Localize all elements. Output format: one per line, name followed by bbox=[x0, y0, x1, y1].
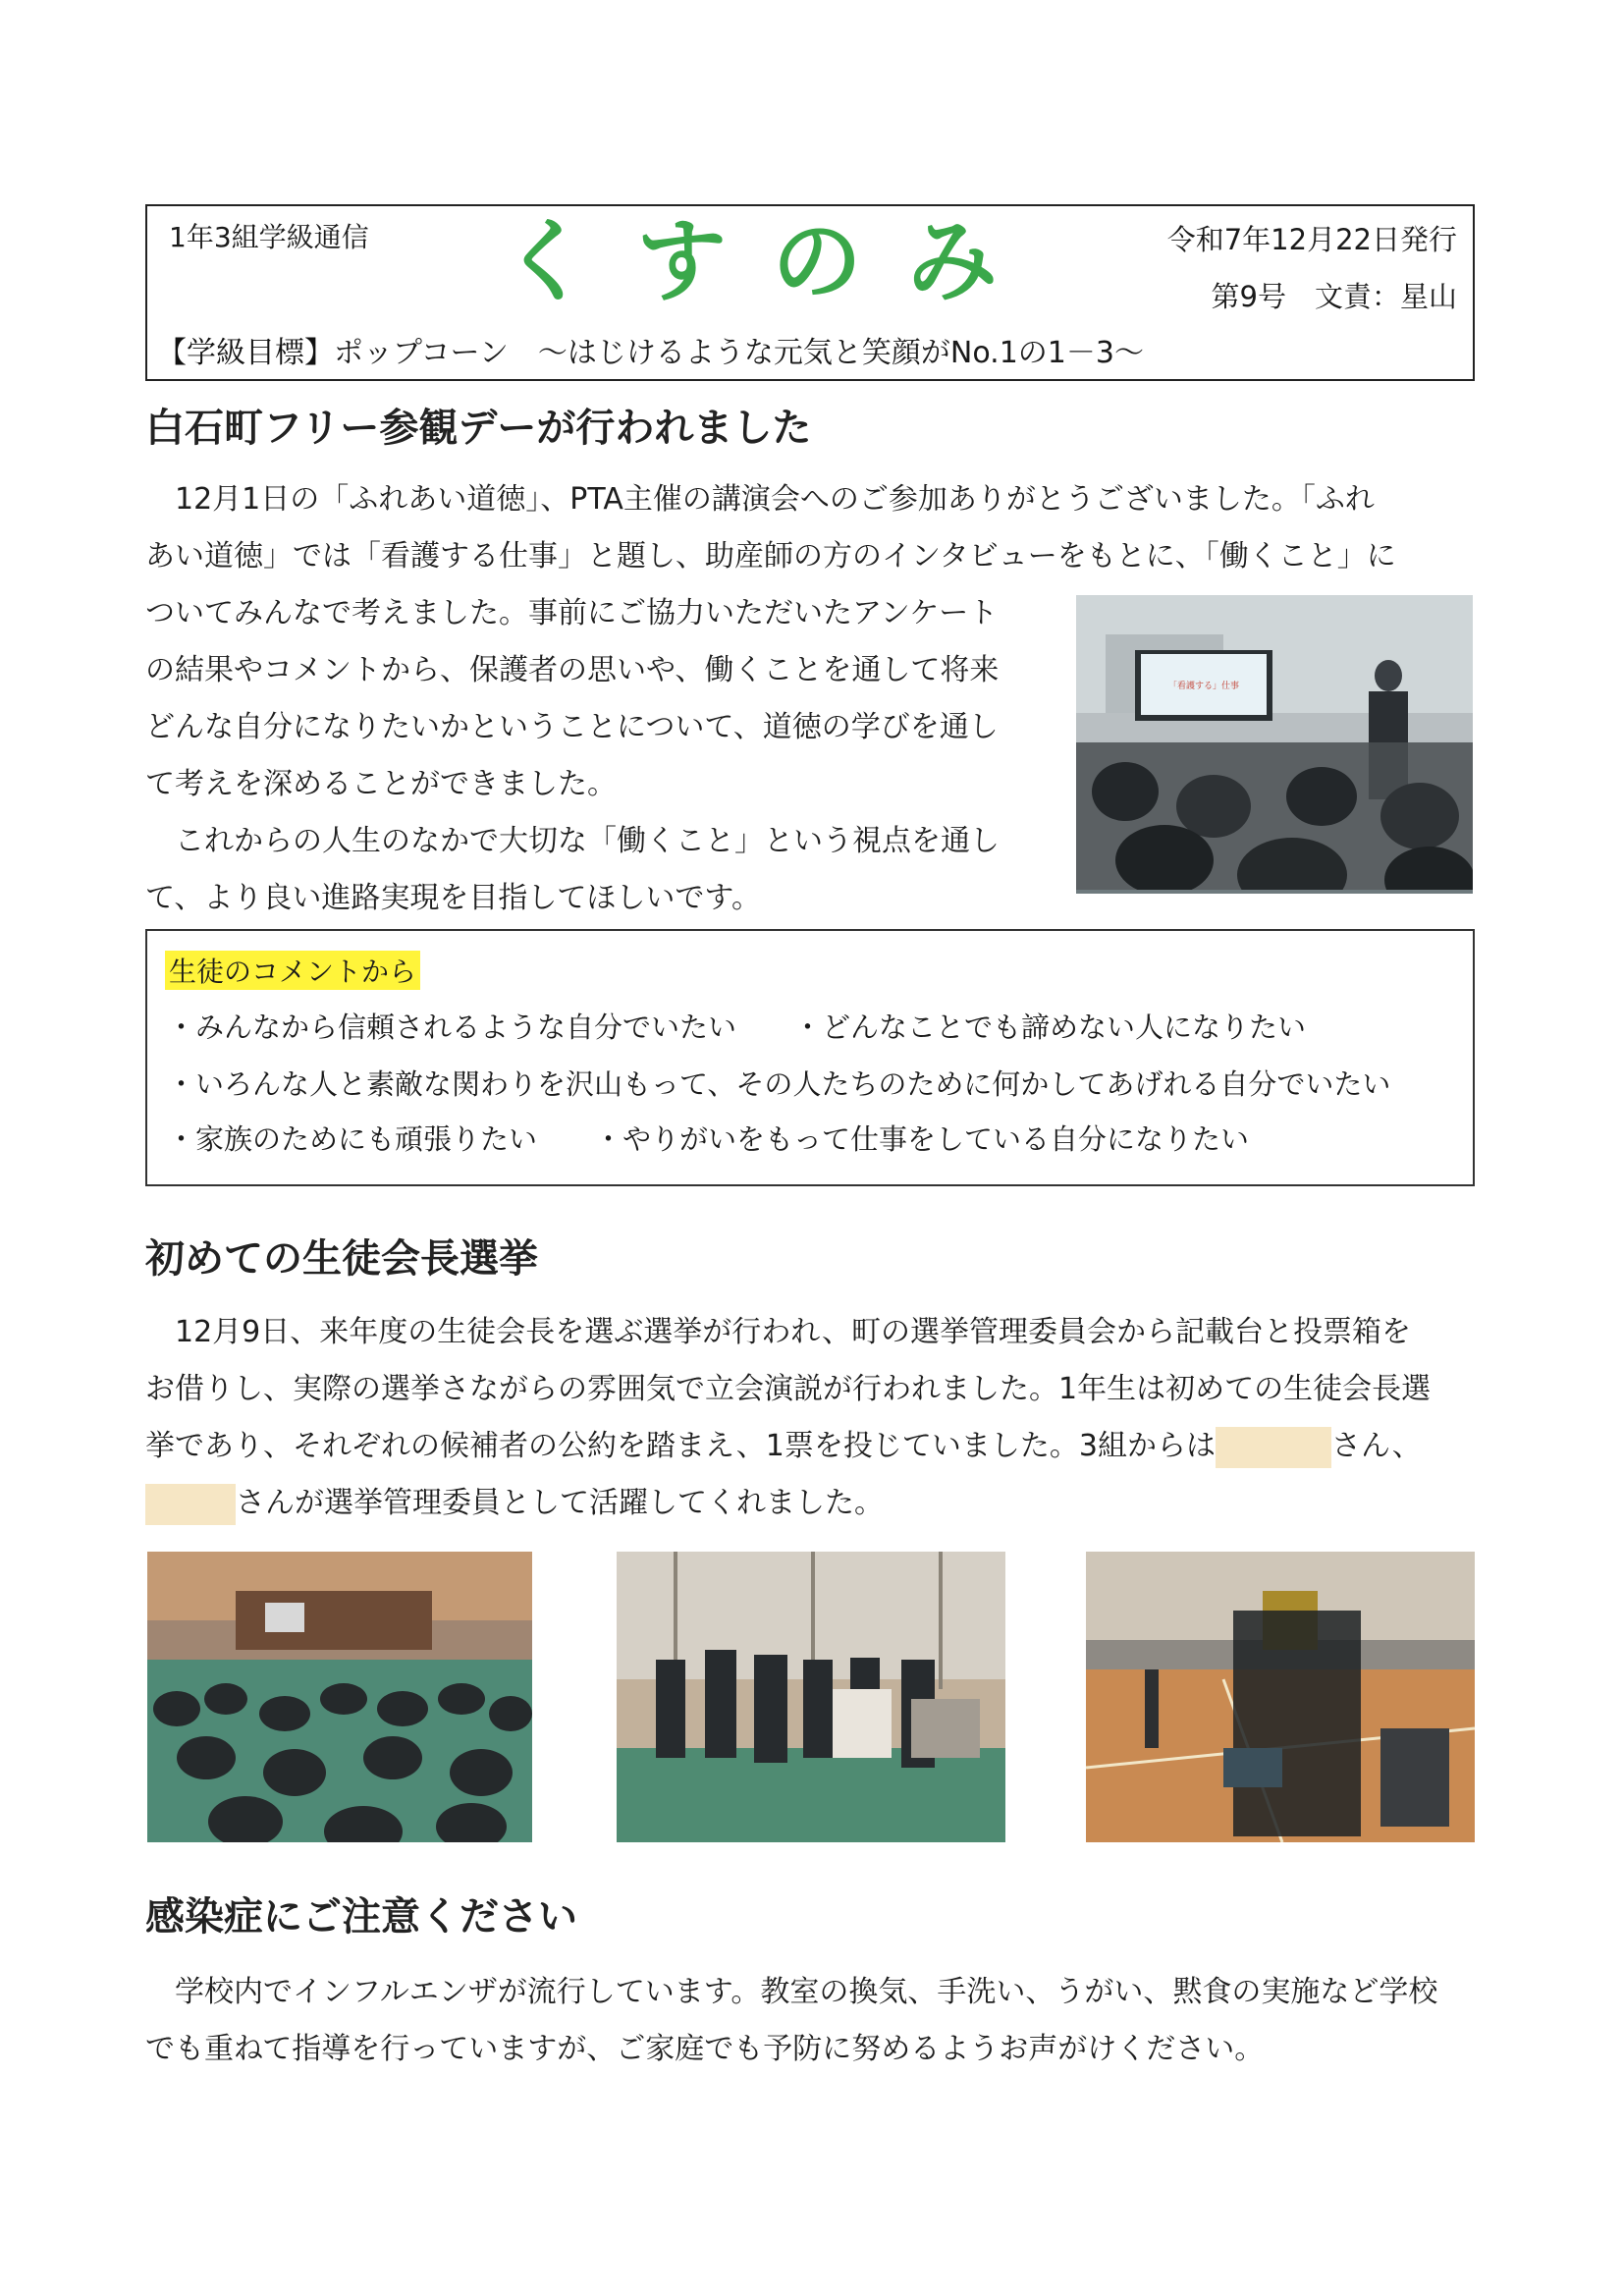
section2-line: 12月9日、来年度の生徒会長を選ぶ選挙が行われ、町の選挙管理委員会から記載台と投票箱を bbox=[145, 1315, 1412, 1349]
section1-line: これからの人生のなかで大切な「働くこと」という視点を通し bbox=[145, 824, 1000, 858]
election-photo-ballot bbox=[1086, 1552, 1475, 1842]
section1-line: て考えを深めることができました。 bbox=[145, 767, 617, 801]
issue-date: 令和7年12月22日発行 bbox=[1166, 223, 1457, 256]
section-heading-infection: 感染症にご注意ください bbox=[145, 1894, 577, 1940]
section1-line: ついてみんなで考えました。事前にご協力いただいたアンケート bbox=[145, 596, 999, 630]
section2-line: お借りし、実際の選挙さながらの雰囲気で立会演説が行われました。1年生は初めての生徒会長選 bbox=[145, 1372, 1432, 1406]
section2-body bbox=[145, 1304, 1431, 1532]
classroom-photo bbox=[1076, 595, 1473, 894]
section3-body bbox=[145, 1964, 1437, 2078]
section2-line bbox=[145, 1475, 1431, 1532]
section1-line: て、より良い進路実現を目指してほしいです。 bbox=[145, 881, 761, 915]
section-heading-visit-day: 白石町フリー参観デーが行われました bbox=[145, 406, 812, 451]
comments-title: 生徒のコメントから bbox=[165, 951, 420, 990]
section2-line3-text: 挙であり、それぞれの候補者の公約を踏まえ、1票を投じていました。3組からは bbox=[145, 1429, 1216, 1463]
masthead bbox=[145, 204, 1475, 381]
class-goal-label: 【学級目標】 bbox=[157, 336, 334, 370]
issue-number: 第9号 文責：星山 bbox=[1211, 280, 1457, 313]
class-goal-text: ポップコーン ～はじけるような元気と笑顔がNo.1の1－3～ bbox=[334, 336, 1144, 370]
section1-line: 12月1日の「ふれあい道徳」、PTA主催の講演会へのご参加ありがとうございました。「ふれ bbox=[145, 482, 1375, 517]
redacted-name bbox=[1216, 1427, 1331, 1468]
election-photo-queue bbox=[617, 1552, 1005, 1842]
comment-line: ・いろんな人と素敵な関わりを沢山もって、その人たちのために何かしてあげれる自分でいたい bbox=[167, 1067, 1391, 1101]
redacted-name bbox=[145, 1484, 236, 1525]
section3-line: でも重ねて指導を行っていますが、ご家庭でも予防に努めるようお声がけください。 bbox=[145, 2032, 1265, 2066]
section2-line3-suffix: さん、 bbox=[1330, 1429, 1422, 1463]
screen-text: 「看護する」仕事 bbox=[1167, 682, 1240, 691]
comment-line: ・みんなから信頼されるような自分でいたい ・どんなことでも諦めない人になりたい bbox=[167, 1011, 1307, 1044]
class-goal bbox=[157, 328, 1144, 371]
section2-line bbox=[145, 1418, 1431, 1475]
comment-line: ・家族のためにも頑張りたい ・やりがいをもって仕事をしている自分になりたい bbox=[167, 1122, 1250, 1156]
newsletter-title: くすのみ bbox=[501, 209, 1044, 314]
student-comments-box bbox=[145, 929, 1475, 1186]
class-label: 1年3組学級通信 bbox=[169, 221, 369, 253]
section1-line: あい道徳」では「看護する仕事」と題し、助産師の方のインタビューをもとに、「働くこと」に bbox=[145, 539, 1396, 574]
section3-line: 学校内でインフルエンザが流行しています。教室の換気、手洗い、うがい、黙食の実施など学校 bbox=[145, 1975, 1438, 2009]
section1-line: どんな自分になりたいかということについて、道徳の学びを通し bbox=[145, 710, 999, 744]
section-heading-election: 初めての生徒会長選挙 bbox=[145, 1236, 538, 1282]
election-photo-gym bbox=[147, 1552, 532, 1842]
section2-line4-text: さんが選挙管理委員として活躍してくれました。 bbox=[236, 1486, 884, 1520]
section1-line: の結果やコメントから、保護者の思いや、働くことを通して将来 bbox=[145, 653, 1000, 687]
